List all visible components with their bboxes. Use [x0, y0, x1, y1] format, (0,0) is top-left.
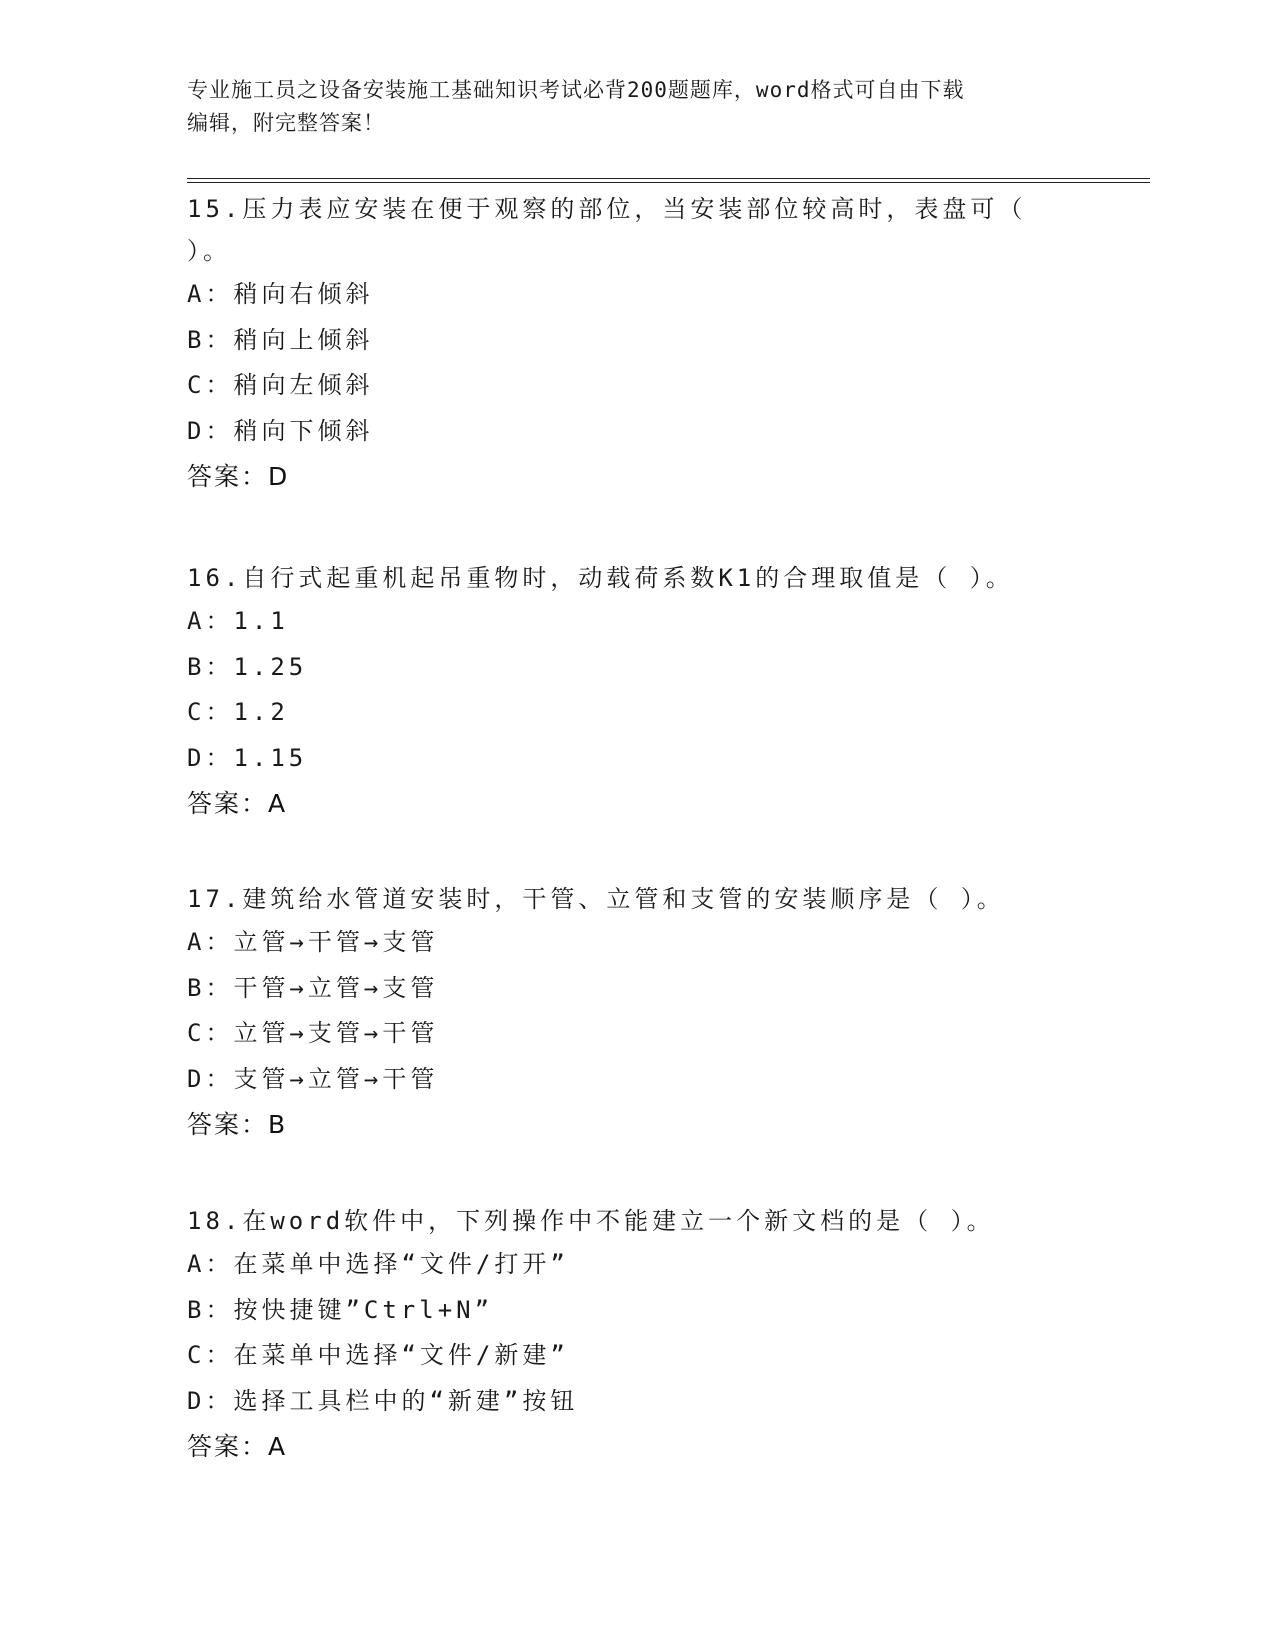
header-line-2: 编辑，附完整答案！ — [187, 111, 385, 135]
option-c: C：在菜单中选择“文件/新建” — [187, 1341, 569, 1369]
option-c: C：1.2 — [187, 698, 289, 726]
option-c: C：稍向左倾斜 — [187, 371, 374, 399]
header-divider-bottom — [187, 182, 1150, 183]
question-stem: 18.在word软件中，下列操作中不能建立一个新文档的是（ ）。 — [187, 1207, 995, 1235]
question-stem: 15.压力表应安装在便于观察的部位，当安装部位较高时，表盘可（ — [187, 195, 1027, 223]
question-stem-continued: ）。 — [187, 237, 231, 265]
option-a: A：1.1 — [187, 607, 289, 635]
option-c: C：立管→支管→干管 — [187, 1019, 439, 1047]
option-b: B：稍向上倾斜 — [187, 325, 374, 354]
question-stem: 16.自行式起重机起吊重物时，动载荷系数K1的合理取值是（ ）。 — [187, 564, 1014, 592]
option-d: D：1.15 — [187, 743, 308, 772]
document-header — [187, 74, 1087, 140]
question-18 — [187, 1200, 1067, 1469]
question-17 — [187, 878, 1067, 1147]
option-b: B：干管→立管→支管 — [187, 973, 439, 1002]
question-16 — [187, 557, 1067, 826]
question-stem: 17.建筑给水管道安装时，干管、立管和支管的安装顺序是（ ）。 — [187, 885, 1005, 913]
option-b: B：按快捷键”Ctrl+N” — [187, 1295, 494, 1324]
option-b: B：1.25 — [187, 652, 308, 681]
question-15 — [187, 188, 1067, 499]
header-line-1: 专业施工员之设备安装施工基础知识考试必背200题题库，word格式可自由下载 — [187, 78, 965, 102]
option-d: D：选择工具栏中的“新建”按钮 — [187, 1386, 579, 1415]
answer: 答案：B — [187, 1110, 288, 1139]
option-d: D：稍向下倾斜 — [187, 416, 374, 445]
answer: 答案：A — [187, 1432, 288, 1461]
answer: 答案：D — [187, 462, 290, 491]
header-divider-top — [187, 178, 1150, 179]
option-a: A：稍向右倾斜 — [187, 280, 374, 308]
answer: 答案：A — [187, 789, 288, 818]
option-d: D：支管→立管→干管 — [187, 1064, 439, 1093]
option-a: A：立管→干管→支管 — [187, 928, 439, 956]
option-a: A：在菜单中选择“文件/打开” — [187, 1250, 569, 1278]
